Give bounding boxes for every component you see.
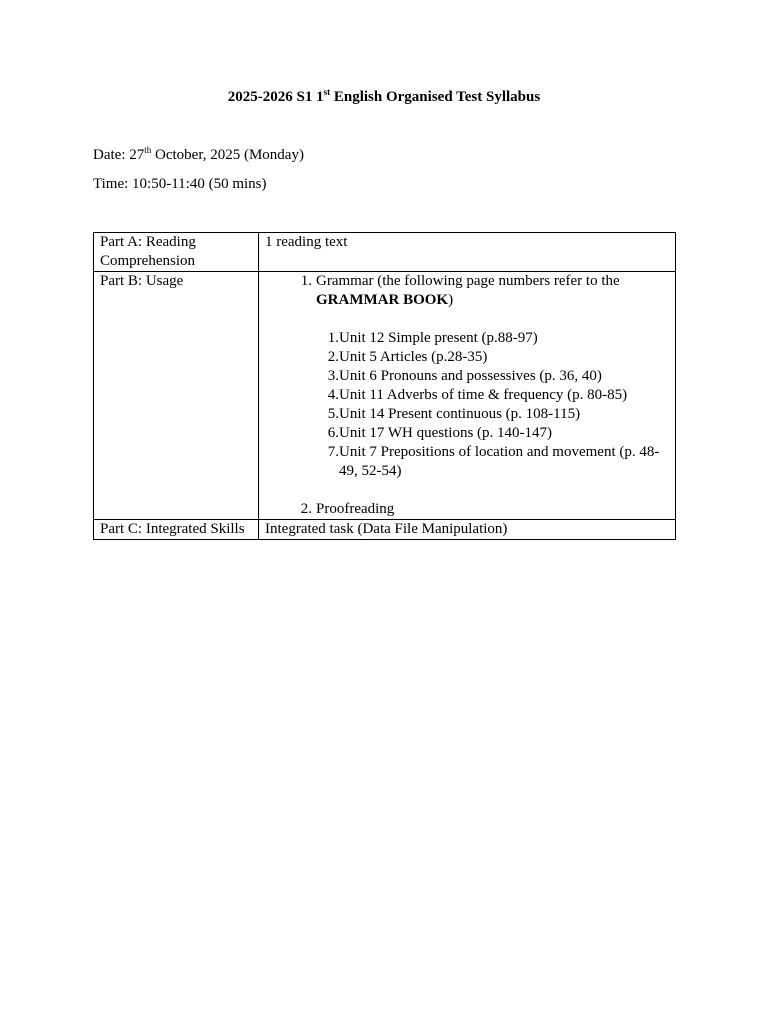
- date-superscript: th: [144, 145, 152, 155]
- date-suffix: October, 2025 (Monday): [151, 147, 304, 163]
- page-title: [0, 87, 768, 107]
- list-item: • Unit 7 Prepositions of location and movement (p. 48-49, 52-54): [339, 443, 669, 481]
- part-b-label: Part B: Usage: [94, 272, 259, 520]
- part-b-content: [259, 272, 676, 520]
- list-item: • Unit 11 Adverbs of time & frequency (p. 80-85): [339, 386, 669, 405]
- table-row-part-c: [94, 520, 676, 540]
- part-a-label: Part A: Reading Comprehension: [94, 233, 259, 272]
- list-item: • Unit 17 WH questions (p. 140-147): [339, 424, 669, 443]
- table-row-part-a: [94, 233, 676, 272]
- title-suffix: English Organised Test Syllabus: [330, 89, 541, 105]
- list-item: • Unit 5 Articles (p.28-35): [339, 348, 669, 367]
- date-line: [93, 145, 304, 165]
- grammar-intro: Grammar (the following page numbers refer to the: [316, 273, 620, 289]
- time-line: Time: 10:50-11:40 (50 mins): [93, 176, 267, 192]
- title-superscript: st: [323, 87, 331, 97]
- syllabus-table: [93, 232, 676, 540]
- list-item: • Unit 14 Present continuous (p. 108-115): [339, 405, 669, 424]
- date-prefix: Date: 27: [93, 147, 145, 163]
- part-a-content: 1 reading text: [259, 233, 676, 272]
- grammar-units-list: [316, 329, 669, 481]
- usage-list: [265, 272, 669, 519]
- part-c-label: Part C: Integrated Skills: [94, 520, 259, 540]
- part-c-content: Integrated task (Data File Manipulation): [259, 520, 676, 540]
- proofreading-item: 2. Proofreading: [312, 500, 669, 519]
- title-prefix: 2025-2026 S1 1: [227, 89, 324, 105]
- grammar-close: ): [448, 292, 454, 308]
- list-item: • Unit 12 Simple present (p.88-97): [339, 329, 669, 348]
- table-row-part-b: [94, 272, 676, 520]
- grammar-book-label: GRAMMAR BOOK: [316, 292, 449, 308]
- list-item: • Unit 6 Pronouns and possessives (p. 36, 40): [339, 367, 669, 386]
- grammar-item: [312, 272, 669, 481]
